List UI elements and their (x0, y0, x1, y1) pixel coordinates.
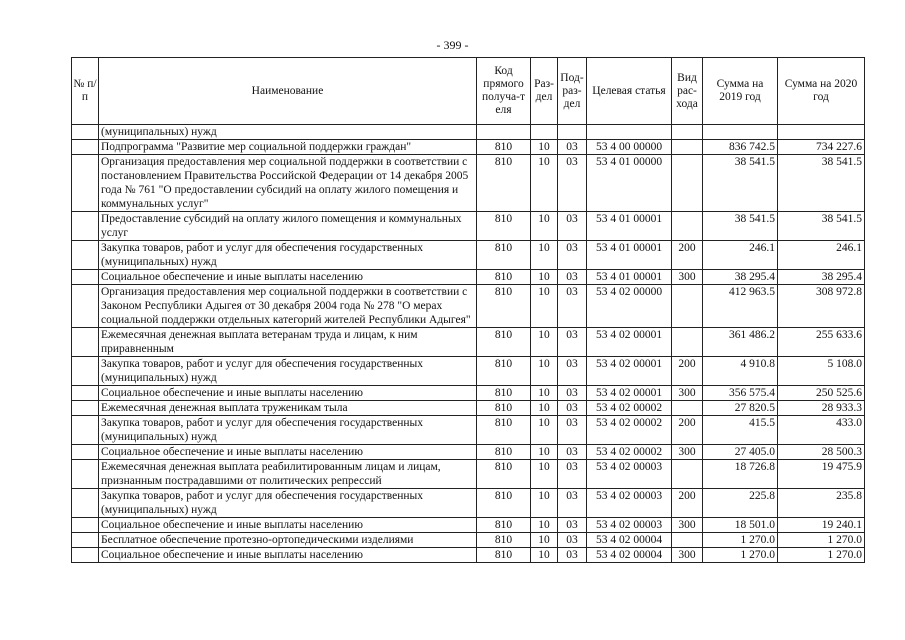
table-header (72, 58, 865, 125)
cell-podrazdel: 03 (558, 328, 587, 357)
cell-razdel: 10 (531, 241, 558, 270)
cell-sum2019: 836 742.5 (703, 140, 778, 155)
cell-sum2019: 38 541.5 (703, 155, 778, 212)
cell-num (72, 212, 99, 241)
header-code: Код прямого получа-т еля (477, 58, 531, 125)
header-podrazdel: Под-раз-дел (558, 58, 587, 125)
cell-razdel: 10 (531, 285, 558, 328)
cell-name: Организация предоставления мер социальной поддержки в соответствии с Законом Республики Адыгея от 30 декабря 2004 года № 278 "О мерах социальной поддержки отдельных категорий жителей Республики Адыгея" (99, 285, 477, 328)
header-num: № п/п (72, 58, 99, 125)
header-vid: Вид рас-хода (672, 58, 703, 125)
cell-razdel: 10 (531, 445, 558, 460)
table-row (72, 125, 865, 140)
cell-razdel: 10 (531, 489, 558, 518)
cell-sum2020: 1 270.0 (778, 533, 865, 548)
cell-sum2019 (703, 125, 778, 140)
table-row (72, 548, 865, 563)
cell-vid: 300 (672, 518, 703, 533)
cell-statya: 53 4 01 00001 (587, 270, 672, 285)
cell-num (72, 416, 99, 445)
cell-code: 810 (477, 285, 531, 328)
table-row (72, 401, 865, 416)
cell-name: Закупка товаров, работ и услуг для обеспечения государственных (муниципальных) нужд (99, 357, 477, 386)
cell-sum2019: 18 501.0 (703, 518, 778, 533)
cell-razdel: 10 (531, 518, 558, 533)
cell-statya: 53 4 02 00003 (587, 518, 672, 533)
cell-num (72, 241, 99, 270)
cell-name: Бесплатное обеспечение протезно-ортопедическими изделиями (99, 533, 477, 548)
cell-razdel: 10 (531, 401, 558, 416)
cell-vid (672, 401, 703, 416)
cell-podrazdel: 03 (558, 155, 587, 212)
cell-code: 810 (477, 212, 531, 241)
cell-statya: 53 4 00 00000 (587, 140, 672, 155)
table-row (72, 489, 865, 518)
cell-podrazdel: 03 (558, 386, 587, 401)
cell-code: 810 (477, 328, 531, 357)
cell-sum2020: 433.0 (778, 416, 865, 445)
cell-sum2020: 250 525.6 (778, 386, 865, 401)
table-row (72, 445, 865, 460)
cell-vid (672, 212, 703, 241)
cell-num (72, 357, 99, 386)
cell-vid: 200 (672, 357, 703, 386)
cell-sum2020 (778, 125, 865, 140)
cell-code: 810 (477, 489, 531, 518)
cell-name: (муниципальных) нужд (99, 125, 477, 140)
cell-sum2019: 361 486.2 (703, 328, 778, 357)
cell-sum2020: 28 500.3 (778, 445, 865, 460)
cell-sum2019: 38 295.4 (703, 270, 778, 285)
cell-code: 810 (477, 357, 531, 386)
table-row (72, 518, 865, 533)
table-row (72, 460, 865, 489)
cell-name: Социальное обеспечение и иные выплаты населению (99, 386, 477, 401)
cell-name: Подпрограмма "Развитие мер социальной поддержки граждан" (99, 140, 477, 155)
cell-podrazdel: 03 (558, 241, 587, 270)
cell-podrazdel: 03 (558, 548, 587, 563)
cell-sum2019: 38 541.5 (703, 212, 778, 241)
cell-vid (672, 155, 703, 212)
cell-sum2019: 1 270.0 (703, 533, 778, 548)
cell-sum2020: 38 541.5 (778, 155, 865, 212)
cell-vid (672, 285, 703, 328)
cell-name: Ежемесячная денежная выплата ветеранам труда и лицам, к ним приравненным (99, 328, 477, 357)
cell-statya: 53 4 02 00004 (587, 548, 672, 563)
cell-code: 810 (477, 416, 531, 445)
cell-name: Социальное обеспечение и иные выплаты населению (99, 445, 477, 460)
header-sum2019: Сумма на 2019 год (703, 58, 778, 125)
cell-razdel: 10 (531, 386, 558, 401)
cell-sum2019: 27 820.5 (703, 401, 778, 416)
table-row (72, 212, 865, 241)
cell-code: 810 (477, 140, 531, 155)
cell-vid: 300 (672, 445, 703, 460)
cell-razdel: 10 (531, 460, 558, 489)
cell-vid: 200 (672, 416, 703, 445)
cell-sum2019: 27 405.0 (703, 445, 778, 460)
cell-num (72, 548, 99, 563)
cell-code: 810 (477, 533, 531, 548)
cell-podrazdel: 03 (558, 518, 587, 533)
header-name: Наименование (99, 58, 477, 125)
cell-sum2020: 308 972.8 (778, 285, 865, 328)
header-razdel: Раз-дел (531, 58, 558, 125)
cell-vid (672, 328, 703, 357)
cell-vid: 300 (672, 386, 703, 401)
cell-vid: 200 (672, 241, 703, 270)
cell-statya (587, 125, 672, 140)
cell-podrazdel: 03 (558, 489, 587, 518)
cell-statya: 53 4 02 00003 (587, 489, 672, 518)
cell-sum2019: 412 963.5 (703, 285, 778, 328)
cell-sum2019: 246.1 (703, 241, 778, 270)
cell-razdel: 10 (531, 533, 558, 548)
cell-statya: 53 4 02 00000 (587, 285, 672, 328)
cell-name: Закупка товаров, работ и услуг для обеспечения государственных (муниципальных) нужд (99, 489, 477, 518)
cell-podrazdel: 03 (558, 285, 587, 328)
header-statya: Целевая статья (587, 58, 672, 125)
cell-num (72, 533, 99, 548)
cell-sum2020: 28 933.3 (778, 401, 865, 416)
table-row (72, 328, 865, 357)
cell-name: Организация предоставления мер социальной поддержки в соответствии с постановлением Правительства Российской Федерации от 14 декабря 2005 года № 761 "О предоставлении субсидий на оплату жилого помещения и коммунальных услуг" (99, 155, 477, 212)
cell-vid (672, 125, 703, 140)
cell-podrazdel: 03 (558, 416, 587, 445)
cell-code: 810 (477, 460, 531, 489)
cell-name: Закупка товаров, работ и услуг для обеспечения государственных (муниципальных) нужд (99, 416, 477, 445)
cell-podrazdel: 03 (558, 140, 587, 155)
cell-code: 810 (477, 401, 531, 416)
cell-statya: 53 4 02 00003 (587, 460, 672, 489)
cell-sum2020: 38 541.5 (778, 212, 865, 241)
cell-sum2020: 19 475.9 (778, 460, 865, 489)
cell-sum2020: 255 633.6 (778, 328, 865, 357)
cell-sum2020: 246.1 (778, 241, 865, 270)
cell-sum2019: 1 270.0 (703, 548, 778, 563)
cell-podrazdel: 03 (558, 270, 587, 285)
header-sum2020: Сумма на 2020 год (778, 58, 865, 125)
cell-statya: 53 4 02 00001 (587, 328, 672, 357)
cell-sum2020: 5 108.0 (778, 357, 865, 386)
cell-razdel: 10 (531, 212, 558, 241)
cell-code (477, 125, 531, 140)
cell-podrazdel: 03 (558, 445, 587, 460)
cell-sum2020: 19 240.1 (778, 518, 865, 533)
cell-code: 810 (477, 241, 531, 270)
cell-podrazdel (558, 125, 587, 140)
cell-code: 810 (477, 155, 531, 212)
cell-statya: 53 4 02 00002 (587, 445, 672, 460)
cell-razdel: 10 (531, 328, 558, 357)
cell-name: Закупка товаров, работ и услуг для обеспечения государственных (муниципальных) нужд (99, 241, 477, 270)
cell-razdel: 10 (531, 270, 558, 285)
cell-sum2019: 356 575.4 (703, 386, 778, 401)
cell-num (72, 155, 99, 212)
cell-vid (672, 140, 703, 155)
cell-statya: 53 4 02 00001 (587, 386, 672, 401)
cell-sum2019: 225.8 (703, 489, 778, 518)
cell-name: Социальное обеспечение и иные выплаты населению (99, 548, 477, 563)
cell-vid (672, 533, 703, 548)
cell-sum2019: 415.5 (703, 416, 778, 445)
table-row (72, 357, 865, 386)
cell-statya: 53 4 02 00004 (587, 533, 672, 548)
table-row (72, 386, 865, 401)
cell-vid: 300 (672, 270, 703, 285)
cell-podrazdel: 03 (558, 533, 587, 548)
cell-name: Социальное обеспечение и иные выплаты населению (99, 270, 477, 285)
table-row (72, 140, 865, 155)
cell-num (72, 460, 99, 489)
cell-razdel: 10 (531, 140, 558, 155)
table-body (72, 125, 865, 563)
table-row (72, 241, 865, 270)
cell-razdel: 10 (531, 548, 558, 563)
cell-num (72, 285, 99, 328)
cell-name: Ежемесячная денежная выплата труженикам тыла (99, 401, 477, 416)
cell-sum2020: 235.8 (778, 489, 865, 518)
cell-num (72, 270, 99, 285)
cell-vid: 300 (672, 548, 703, 563)
cell-num (72, 140, 99, 155)
table-row (72, 155, 865, 212)
budget-table (71, 57, 865, 563)
cell-sum2019: 4 910.8 (703, 357, 778, 386)
table-row (72, 533, 865, 548)
cell-podrazdel: 03 (558, 357, 587, 386)
cell-sum2020: 1 270.0 (778, 548, 865, 563)
cell-podrazdel: 03 (558, 460, 587, 489)
cell-num (72, 401, 99, 416)
cell-statya: 53 4 02 00001 (587, 357, 672, 386)
cell-code: 810 (477, 445, 531, 460)
cell-sum2020: 734 227.6 (778, 140, 865, 155)
cell-code: 810 (477, 548, 531, 563)
cell-code: 810 (477, 518, 531, 533)
cell-name: Ежемесячная денежная выплата реабилитированным лицам и лицам, признанным пострадавшими от политических репрессий (99, 460, 477, 489)
cell-razdel: 10 (531, 357, 558, 386)
cell-num (72, 386, 99, 401)
cell-num (72, 518, 99, 533)
cell-sum2020: 38 295.4 (778, 270, 865, 285)
cell-vid (672, 460, 703, 489)
cell-razdel (531, 125, 558, 140)
cell-num (72, 125, 99, 140)
table-row (72, 285, 865, 328)
cell-code: 810 (477, 270, 531, 285)
cell-podrazdel: 03 (558, 401, 587, 416)
cell-statya: 53 4 01 00000 (587, 155, 672, 212)
cell-razdel: 10 (531, 155, 558, 212)
cell-podrazdel: 03 (558, 212, 587, 241)
cell-name: Предоставление субсидий на оплату жилого помещения и коммунальных услуг (99, 212, 477, 241)
cell-vid: 200 (672, 489, 703, 518)
cell-num (72, 445, 99, 460)
cell-code: 810 (477, 386, 531, 401)
cell-num (72, 489, 99, 518)
cell-name: Социальное обеспечение и иные выплаты населению (99, 518, 477, 533)
table-row (72, 270, 865, 285)
cell-statya: 53 4 02 00002 (587, 401, 672, 416)
cell-statya: 53 4 01 00001 (587, 212, 672, 241)
cell-sum2019: 18 726.8 (703, 460, 778, 489)
table-row (72, 416, 865, 445)
cell-statya: 53 4 01 00001 (587, 241, 672, 270)
cell-num (72, 328, 99, 357)
page-number: - 399 - (436, 38, 469, 52)
cell-statya: 53 4 02 00002 (587, 416, 672, 445)
cell-razdel: 10 (531, 416, 558, 445)
